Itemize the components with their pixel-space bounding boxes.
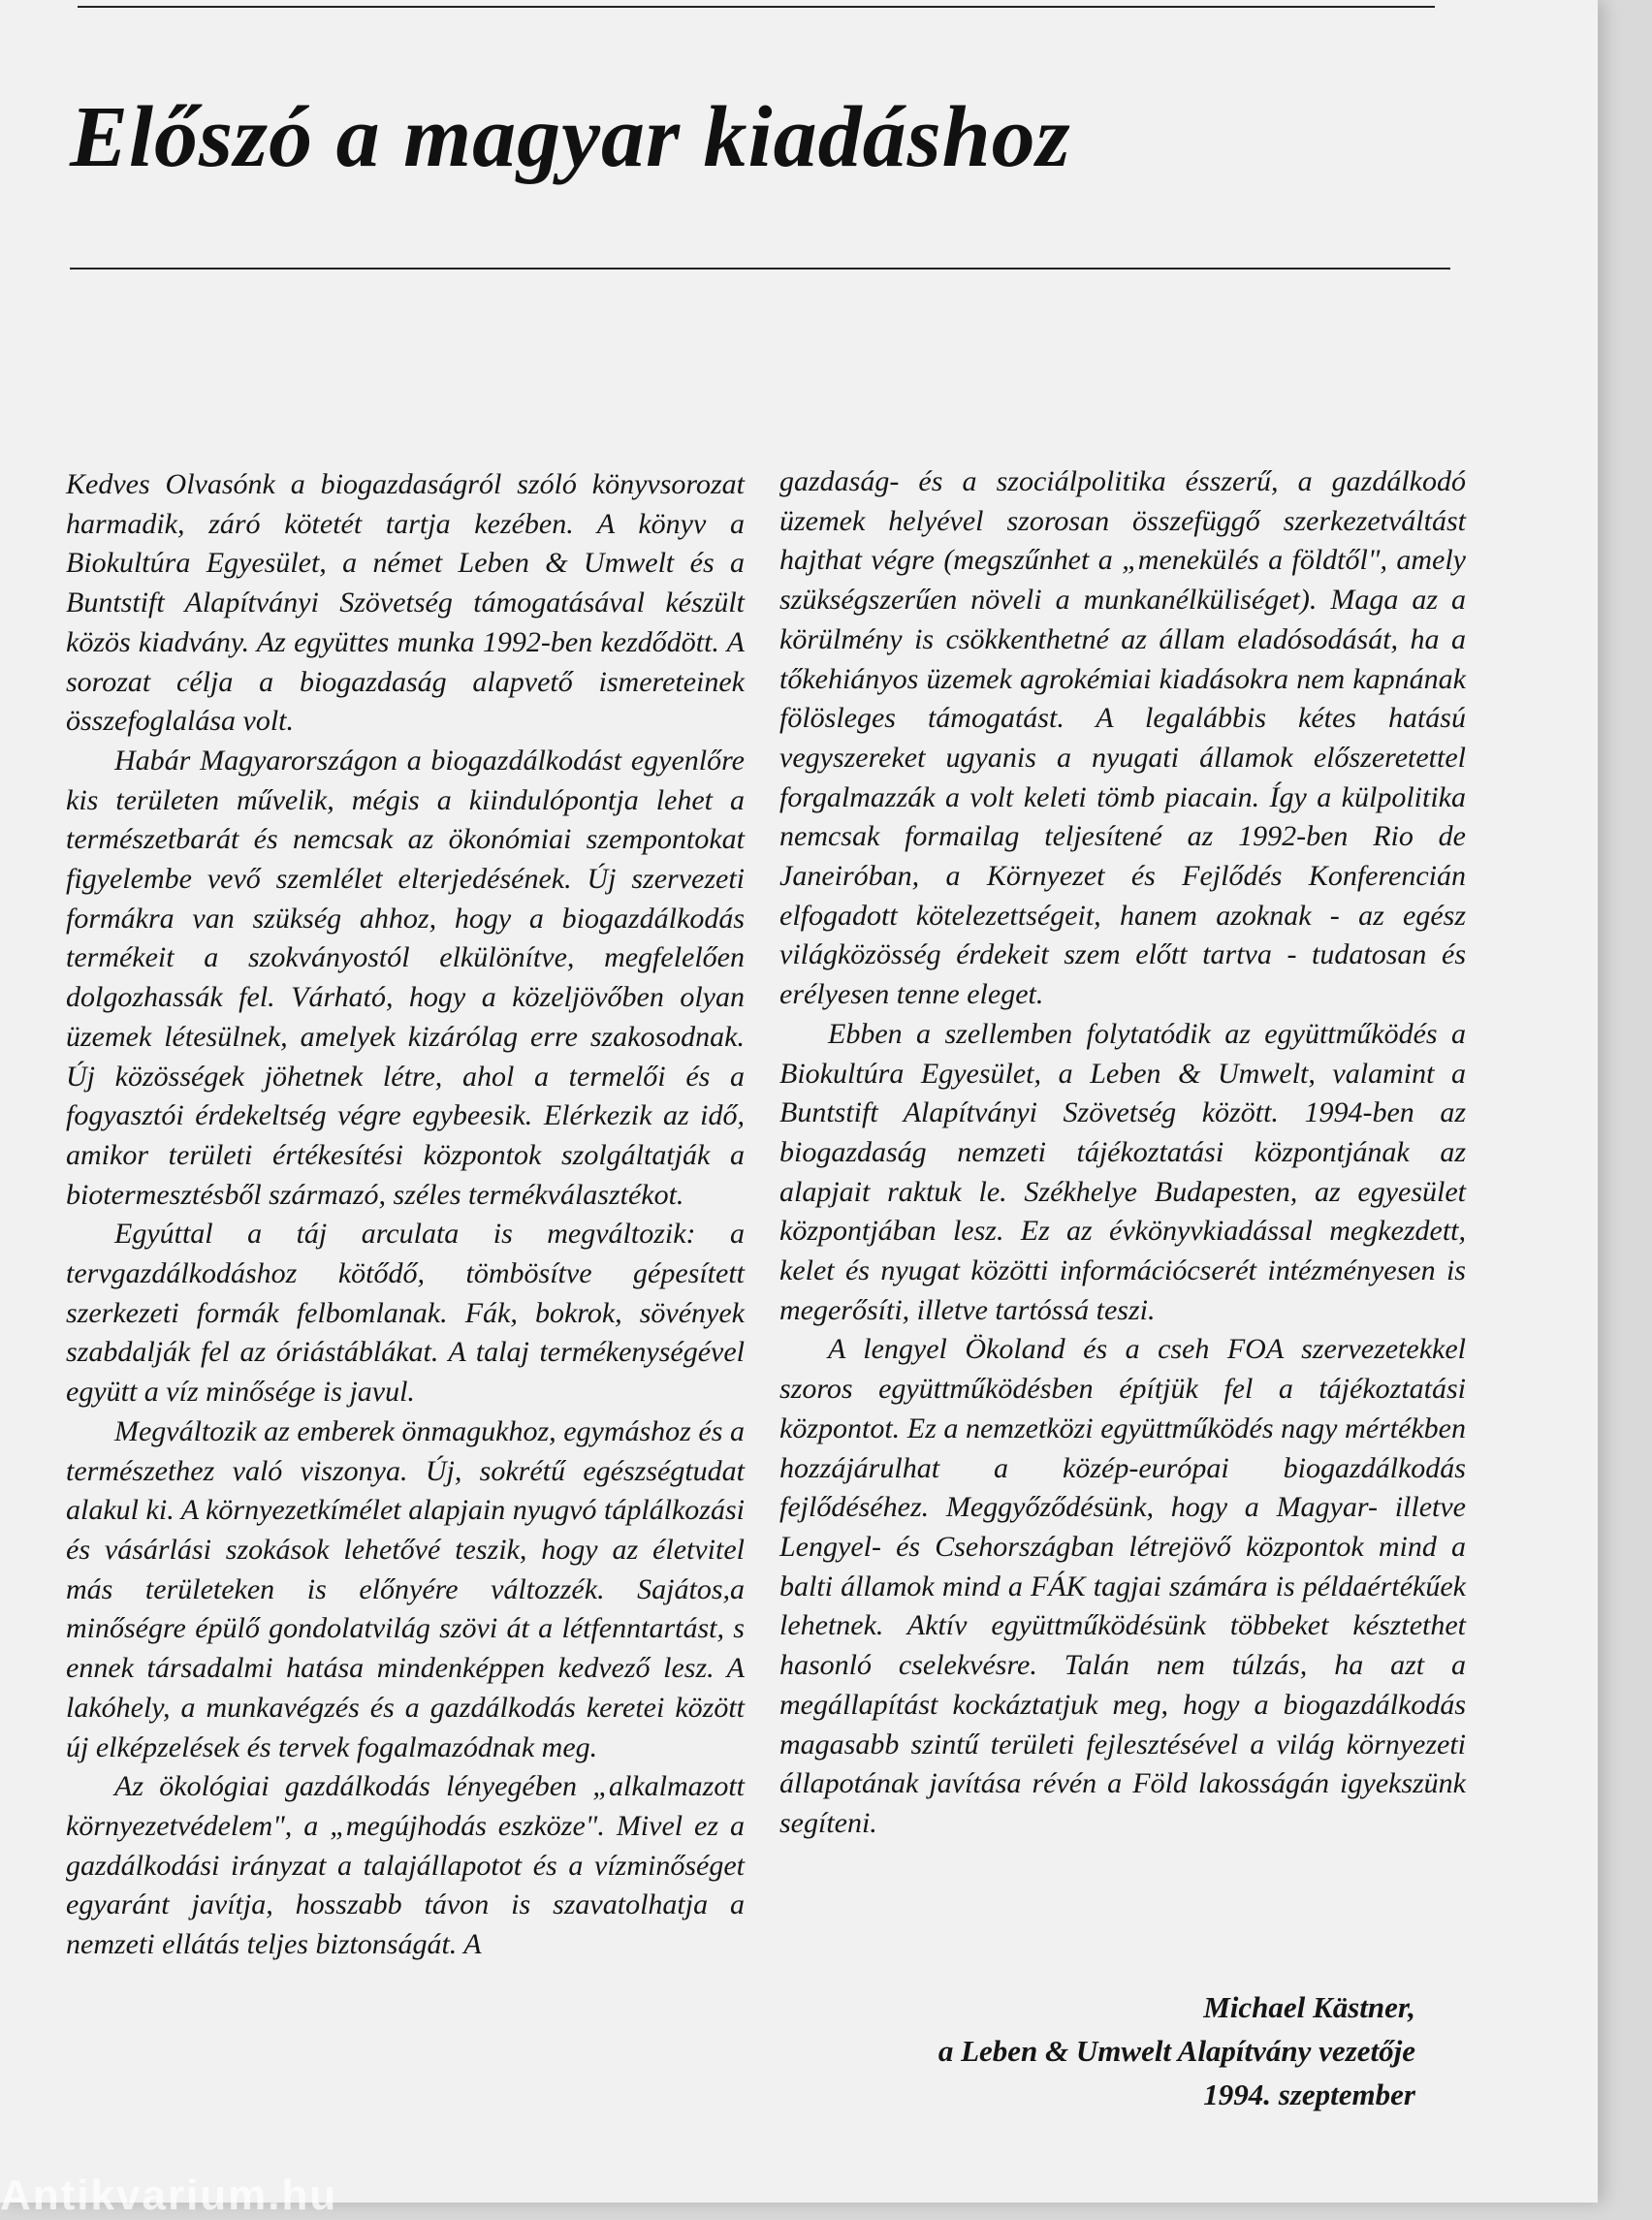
paragraph: Ebben a szellemben folytatódik az együttműködés a Biokultúra Egyesület, a Leben & Umwelt, valamint a Buntstift Alapítványi Szövetség között. 1994-ben az biogazdaság nemzeti tájékoztatási központjának az alapjait raktuk le. Székhelye Budapesten, az egyesület központjában lesz. Ez az évkönyvkiadással megkezdett, kelet és nyugat közötti információcserét intézményesen is megerősíti, illetve tartóssá teszi. — [779, 1017, 1466, 1326]
paragraph: Megváltozik az emberek önmagukhoz, egymáshoz és a természethez való viszonya. Új, sokrétű egészségtudat alakul ki. A környezetkímélet alapjain nyugvó táplálkozási és vásárlási szokások lehetővé teszik, hogy az életvitel más területeken is előnyére változzék. Sajátos,a minőségre épülő gondolatvilág szövi át a létfenntartást, s ennek társadalmi hatása mindenképpen kedvező lesz. A lakóhely, a munkavégzés és a gazdálkodás keretei között új elképzelések és tervek fogalmazódnak meg. — [66, 1414, 745, 1763]
watermark: Antikvarium.hu — [0, 2172, 338, 2219]
right-column — [779, 462, 1466, 1844]
signature-date: 1994. szeptember — [1203, 2077, 1415, 2111]
paragraph: A lengyel Ökoland és a cseh FOA szervezetekkel szoros együttműködésben építjük fel a tájékoztatási központot. Ez a nemzetközi együttműködés nagy mértékben hozzájárulhat a közép-európai biogazdálkodás fejlődéséhez. Meggyőződésünk, hogy a Magyar- illetve Lengyel- és Csehországban létrejövő központok mind a balti államok mind a FÁK tagjai számára is példaértékűek lehetnek. Aktív együttműködésünk többeket késztethet hasonló cselekvésre. Talán nem túlzás, ha azt a megállapítást kockáztatjuk meg, hogy a biogazdálkodás magasabb szintű területi fejlesztésével a világ környezeti állapotának javítása révén a Föld lakosságán igyekszünk segíteni. — [779, 1333, 1466, 1839]
paragraph: Habár Magyarországon a biogazdálkodást egyenlőre kis területen művelik, mégis a kiindulópontja lehet a természetbarát és nemcsak az ökonómiai szempontokat figyelembe vevő szemlélet elterjedésének. Új szervezeti formákra van szükség ahhoz, hogy a biogazdálkodás termékeit a szokványostól elkülönítve, megfelelően dolgozhassák fel. Várható, hogy a közeljövőben olyan üzemek létesülnek, amelyek kizárólag erre szakosodnak. Új közösségek jöhetnek létre, ahol a termelői és a fogyasztói érdekeltség végre egybeesik. Elérkezik az idő, amikor területi értékesítési központok szolgáltatják a biotermesztésből származó, széles termékválasztékot. — [66, 744, 745, 1211]
page-title: Előszó a magyar kiadáshoz — [70, 89, 1071, 185]
signature-block — [853, 1985, 1415, 2116]
paragraph: Kedves Olvasónk a biogazdaságról szóló könyvsorozat harmadik, záró kötetét tartja kezében. A könyv a Biokultúra Egyesület, a német Leben & Umwelt és a Buntstift Alapítványi Szövetség támogatásával készült közös kiadvány. Az együttes munka 1992-ben kezdődött. A sorozat célja a biogazdaság alapvető ismereteinek összefoglalása volt. — [66, 468, 745, 738]
paragraph: Egyúttal a táj arculata is megváltozik: a tervgazdálkodáshoz kötődő, tömbösítve gépesített szerkezeti formák felbomlanak. Fák, bokrok, sövények szabdalják fel az óriástáblákat. A talaj termékenységével együtt a víz minősége is javul. — [66, 1218, 745, 1409]
title-rule — [70, 268, 1450, 270]
top-rule — [78, 6, 1435, 8]
paragraph: Az ökológiai gazdálkodás lényegében „alkalmazott környezetvédelem", a „megújhodás eszköze". Mivel ez a gazdálkodási irányzat a talajállapotot és a vízminőséget egyaránt javítja, hosszabb távon is szavatolhatja a nemzeti ellátás teljes biztonságát. A — [66, 1770, 745, 1961]
signature-name: Michael Kästner, — [1203, 1990, 1415, 2024]
paragraph: gazdaság- és a szociálpolitika ésszerű, a gazdálkodó üzemek helyével szorosan összefüggő szerkezetváltást hajthat végre (megszűnhet a „menekülés a földtől", amely szükségszerűen növeli a munkanélküliséget). Maga az a körülmény is csökkenthetné az állam eladósodását, ha a tőkehiányos üzemek agrokémiai kiadásokra nem kapnának fölösleges támogatást. A legalábbis kétes hatású vegyszereket ugyanis a nyugati államok előszeretettel forgalmazzák a volt keleti tömb piacain. Így a külpolitika nemcsak formailag teljesítené az 1992-ben Rio de Janeiróban, a Környezet és Fejlődés Konferencián elfogadott kötelezettségeit, hanem azoknak - az egész világközösség érdekeit szem előtt tartva - tudatosan és erélyesen tenne eleget. — [779, 465, 1466, 1011]
left-column — [66, 465, 745, 1965]
signature-role: a Leben & Umwelt Alapítvány vezetője — [937, 2034, 1415, 2068]
